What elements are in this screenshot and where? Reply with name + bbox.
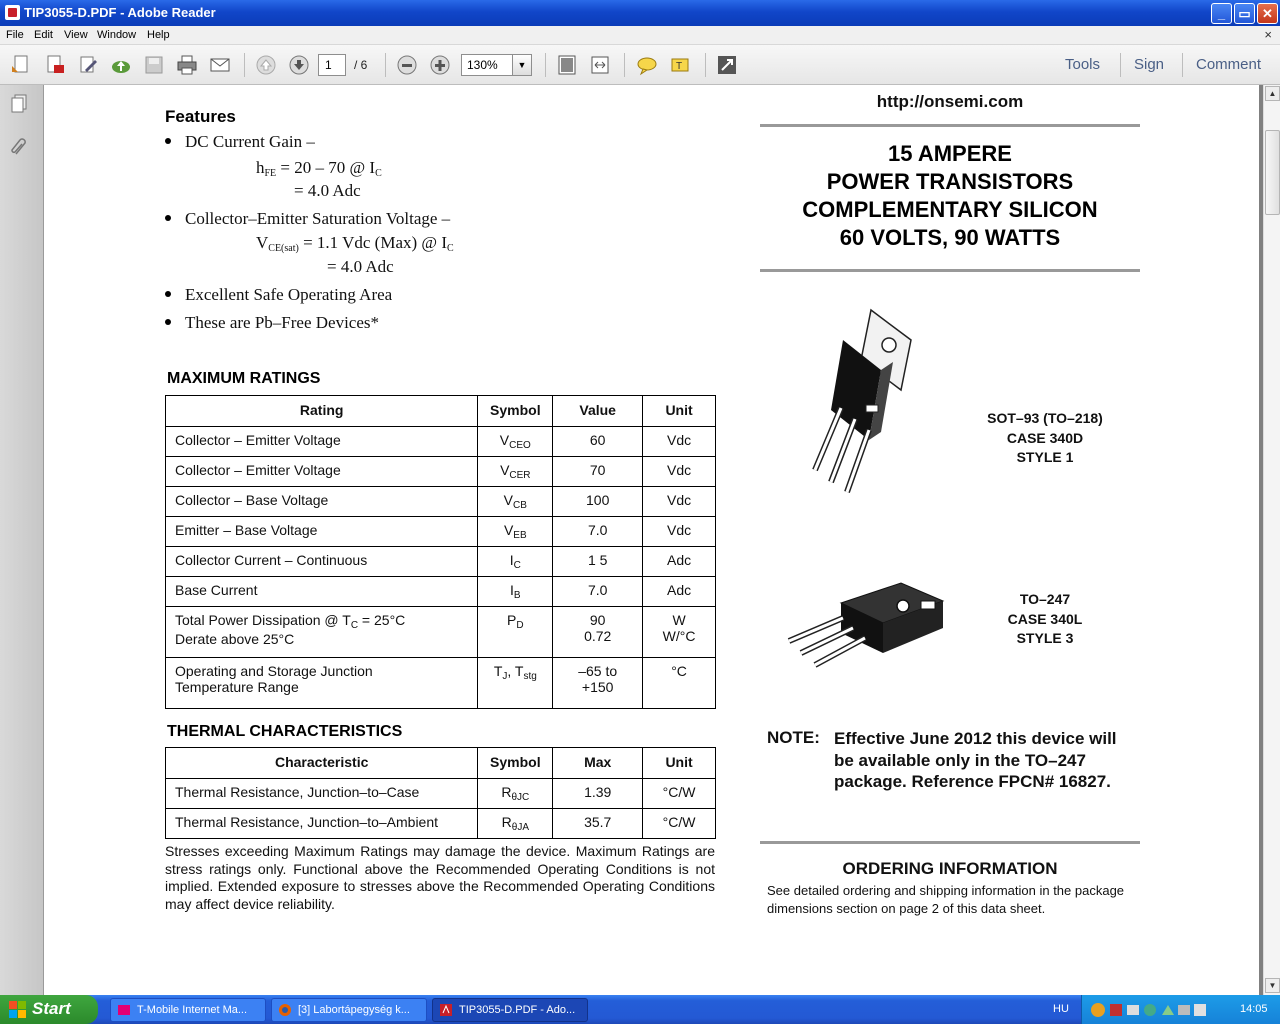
value-cell: 1 5: [553, 547, 643, 577]
unit-cell: W W/°C: [643, 607, 716, 658]
system-tray: [1081, 995, 1280, 1024]
table-header-row: [166, 396, 716, 427]
header-unit: Unit: [643, 396, 716, 427]
unit-cell: Vdc: [643, 457, 716, 487]
toolbar-separator: [705, 53, 706, 77]
start-button[interactable]: [0, 995, 98, 1024]
fit-page-icon[interactable]: [554, 52, 580, 78]
fit-width-icon[interactable]: [587, 52, 613, 78]
symbol-cell: $V_{CER}$: [478, 457, 553, 487]
to247-package-image: [781, 573, 951, 683]
symbol-cell: $V_{CB}$: [478, 487, 553, 517]
symbol-cell: $P_D$: [478, 607, 553, 658]
document-close-icon[interactable]: ×: [1264, 27, 1272, 42]
maximum-ratings-table: [165, 395, 716, 709]
sot93-package-image: [801, 300, 931, 495]
cloud-upload-icon[interactable]: [108, 52, 134, 78]
menu-file[interactable]: File: [6, 29, 24, 41]
feature-vce-line: $V_{CE(sat)} = 1.1$ Vdc (Max) @ $I_C$: [256, 233, 454, 254]
zoom-dropdown-icon[interactable]: ▼: [512, 54, 532, 76]
attachments-icon[interactable]: [9, 136, 31, 161]
stress-note: Stresses exceeding Maximum Ratings may damage the device. Maximum Ratings are stress ratings only. Functional above the Recommended Operating Conditions is not implied. Extended exposure to stresses above the Recommended Operating Conditions may affect device reliability.: [165, 843, 715, 912]
note-text: Effective June 2012 this device will be available only in the TO–247 package. Reference FPCN# 16827.: [834, 729, 1117, 791]
divider: [760, 841, 1140, 844]
note-label: NOTE:: [767, 728, 820, 747]
bullet: [165, 319, 171, 325]
toolbar-separator: [385, 53, 386, 77]
feature-pb-free: These are Pb–Free Devices*: [185, 313, 380, 332]
minimize-button[interactable]: _: [1211, 3, 1232, 24]
rating-cell: Collector – Emitter Voltage: [166, 457, 478, 487]
table-row: [166, 779, 716, 809]
email-icon[interactable]: [207, 52, 233, 78]
unit-cell: °C/W: [643, 809, 716, 839]
start-label: Start: [32, 999, 71, 1018]
header-rating: Rating: [166, 396, 478, 427]
save-icon[interactable]: [141, 52, 167, 78]
table-header-row: [166, 748, 716, 779]
rating-cell: Emitter – Base Voltage: [166, 517, 478, 547]
table-row: [166, 658, 716, 709]
value-cell: 60: [553, 427, 643, 457]
unit-cell: Vdc: [643, 427, 716, 457]
scroll-up-icon[interactable]: ▲: [1265, 86, 1280, 101]
rating-cell: Operating and Storage Junction Temperature Range: [166, 658, 478, 709]
bullet: [165, 138, 171, 144]
unit-cell: °C: [643, 658, 716, 709]
unit-cell: Adc: [643, 577, 716, 607]
value-cell: 7.0: [553, 577, 643, 607]
comment-icon[interactable]: [634, 52, 660, 78]
table-row: [166, 427, 716, 457]
headline-line: COMPLEMENTARY SILICON: [802, 197, 1098, 222]
menu-bar: [0, 26, 1280, 45]
max-cell: 1.39: [553, 779, 643, 809]
clock: 14:05: [1240, 1003, 1268, 1015]
header-symbol: Symbol: [478, 396, 553, 427]
symbol-cell: $T_J$, $T_{stg}$: [478, 658, 553, 709]
thermal-table: [165, 747, 716, 839]
header-unit: Unit: [643, 748, 716, 779]
taskbar-item-tmobile[interactable]: T-Mobile Internet Ma...: [110, 998, 266, 1022]
symbol-cell: $R_{\theta JC}$: [478, 779, 553, 809]
full-screen-icon[interactable]: [714, 52, 740, 78]
feature-vce-current: = 4.0 Adc: [327, 257, 394, 276]
menu-edit[interactable]: Edit: [34, 29, 53, 41]
scroll-thumb[interactable]: [1265, 130, 1280, 215]
table-row: [166, 607, 716, 658]
tray-icons[interactable]: [1090, 1001, 1208, 1019]
features-title: Features: [165, 107, 236, 126]
maximum-ratings-title: MAXIMUM RATINGS: [167, 370, 321, 387]
tmobile-app-icon: [117, 1003, 131, 1017]
unit-cell: Vdc: [643, 487, 716, 517]
feature-dc-gain: DC Current Gain –: [185, 132, 315, 151]
next-page-icon[interactable]: [286, 52, 312, 78]
page-thumbnails-icon[interactable]: [9, 93, 31, 118]
taskbar-item-adobe-reader[interactable]: TIP3055-D.PDF - Ado...: [432, 998, 588, 1022]
edit-pdf-icon[interactable]: [75, 52, 101, 78]
rating-cell: Collector – Base Voltage: [166, 487, 478, 517]
toolbar-separator: [244, 53, 245, 77]
value-cell: 7.0: [553, 517, 643, 547]
table-row: [166, 577, 716, 607]
highlight-icon[interactable]: [667, 52, 693, 78]
tools-link[interactable]: Tools: [1065, 56, 1101, 73]
headline: [760, 140, 1140, 252]
thermal-characteristics-title: THERMAL CHARACTERISTICS: [167, 723, 403, 740]
close-button[interactable]: ✕: [1257, 3, 1278, 24]
menu-window[interactable]: Window: [97, 29, 137, 41]
onsemi-url[interactable]: http://onsemi.com: [876, 92, 1024, 111]
scroll-down-icon[interactable]: ▼: [1265, 978, 1280, 993]
previous-page-icon[interactable]: [253, 52, 279, 78]
value-cell: 100: [553, 487, 643, 517]
page-number-input[interactable]: 1: [318, 54, 346, 76]
navigation-pane: [0, 85, 44, 995]
rating-cell: Collector Current – Continuous: [166, 547, 478, 577]
table-row: [166, 457, 716, 487]
page-total: / 6: [354, 58, 368, 72]
title-bar: [0, 0, 1280, 26]
print-icon[interactable]: [174, 52, 200, 78]
rating-cell: Collector – Emitter Voltage: [166, 427, 478, 457]
char-cell: Thermal Resistance, Junction–to–Case: [166, 779, 478, 809]
firefox-icon: [278, 1003, 292, 1017]
toolbar-separator: [1182, 53, 1183, 77]
menu-help[interactable]: Help: [147, 29, 170, 41]
bullet: [165, 291, 171, 297]
header-symbol: Symbol: [478, 748, 553, 779]
windows-flag-icon: [9, 1001, 26, 1018]
sign-link[interactable]: Sign: [1134, 56, 1165, 73]
divider: [760, 124, 1140, 127]
convert-pdf-icon[interactable]: [42, 52, 68, 78]
feature-hfe-line: $h_{FE} = 20 - 70$ @ $I_C$: [256, 158, 382, 179]
table-row: [166, 809, 716, 839]
unit-cell: Vdc: [643, 517, 716, 547]
symbol-cell: $V_{CEO}$: [478, 427, 553, 457]
feature-sat-voltage: Collector–Emitter Saturation Voltage –: [185, 209, 451, 228]
headline-line: POWER TRANSISTORS: [826, 169, 1074, 194]
document-viewport[interactable]: [44, 85, 1263, 995]
sot93-package-label: SOT–93 (TO–218) CASE 340D STYLE 1: [987, 410, 1103, 465]
zoom-out-icon[interactable]: [394, 52, 420, 78]
toolbar-separator: [624, 53, 625, 77]
rating-cell: Total Power Dissipation @ $T_C = 25^\circ C$ Derate above 25°C: [166, 607, 478, 658]
value-cell: –65 to +150: [553, 658, 643, 709]
menu-view[interactable]: View: [64, 29, 88, 41]
unit-cell: Adc: [643, 547, 716, 577]
symbol-cell: $V_{EB}$: [478, 517, 553, 547]
headline-line: 60 VOLTS, 90 WATTS: [839, 225, 1061, 250]
toolbar-separator: [1120, 53, 1121, 77]
language-indicator[interactable]: HU: [1053, 1003, 1069, 1015]
vertical-scrollbar[interactable]: [1263, 85, 1280, 995]
max-cell: 35.7: [553, 809, 643, 839]
ordering-text: See detailed ordering and shipping information in the package dimensions section on page 2 of this data sheet.: [767, 883, 1125, 916]
svg-text:T: T: [676, 61, 683, 72]
divider: [760, 269, 1140, 272]
ordering-title: ORDERING INFORMATION: [842, 859, 1058, 878]
create-pdf-icon[interactable]: [8, 52, 34, 78]
feature-hfe-current: = 4.0 Adc: [294, 181, 361, 200]
adobe-reader-icon: [439, 1003, 453, 1017]
taskbar-item-firefox[interactable]: [3] Labortápegység k...: [271, 998, 427, 1022]
comment-link[interactable]: Comment: [1196, 56, 1262, 73]
value-cell: 70: [553, 457, 643, 487]
feature-soa: Excellent Safe Operating Area: [185, 285, 393, 304]
header-max: Max: [553, 748, 643, 779]
toolbar-separator: [545, 53, 546, 77]
header-characteristic: Characteristic: [166, 748, 478, 779]
zoom-in-icon[interactable]: [427, 52, 453, 78]
restore-button[interactable]: ▭: [1234, 3, 1255, 24]
headline-line: 15 AMPERE: [888, 141, 1012, 166]
zoom-input[interactable]: 130%: [461, 54, 513, 76]
pdf-page: [44, 85, 1259, 995]
rating-cell: Base Current: [166, 577, 478, 607]
table-row: [166, 517, 716, 547]
unit-cell: °C/W: [643, 779, 716, 809]
table-row: [166, 487, 716, 517]
window-title: TIP3055-D.PDF - Adobe Reader: [24, 5, 216, 20]
symbol-cell: $I_B$: [478, 577, 553, 607]
value-cell: 90 0.72: [553, 607, 643, 658]
taskbar: [0, 995, 1280, 1024]
table-row: [166, 547, 716, 577]
symbol-cell: $I_C$: [478, 547, 553, 577]
symbol-cell: $R_{\theta JA}$: [478, 809, 553, 839]
to247-package-label: TO–247 CASE 340L STYLE 3: [1007, 591, 1083, 646]
toolbar: [0, 45, 1280, 85]
bullet: [165, 215, 171, 221]
header-value: Value: [553, 396, 643, 427]
char-cell: Thermal Resistance, Junction–to–Ambient: [166, 809, 478, 839]
adobe-reader-icon: [5, 5, 20, 20]
